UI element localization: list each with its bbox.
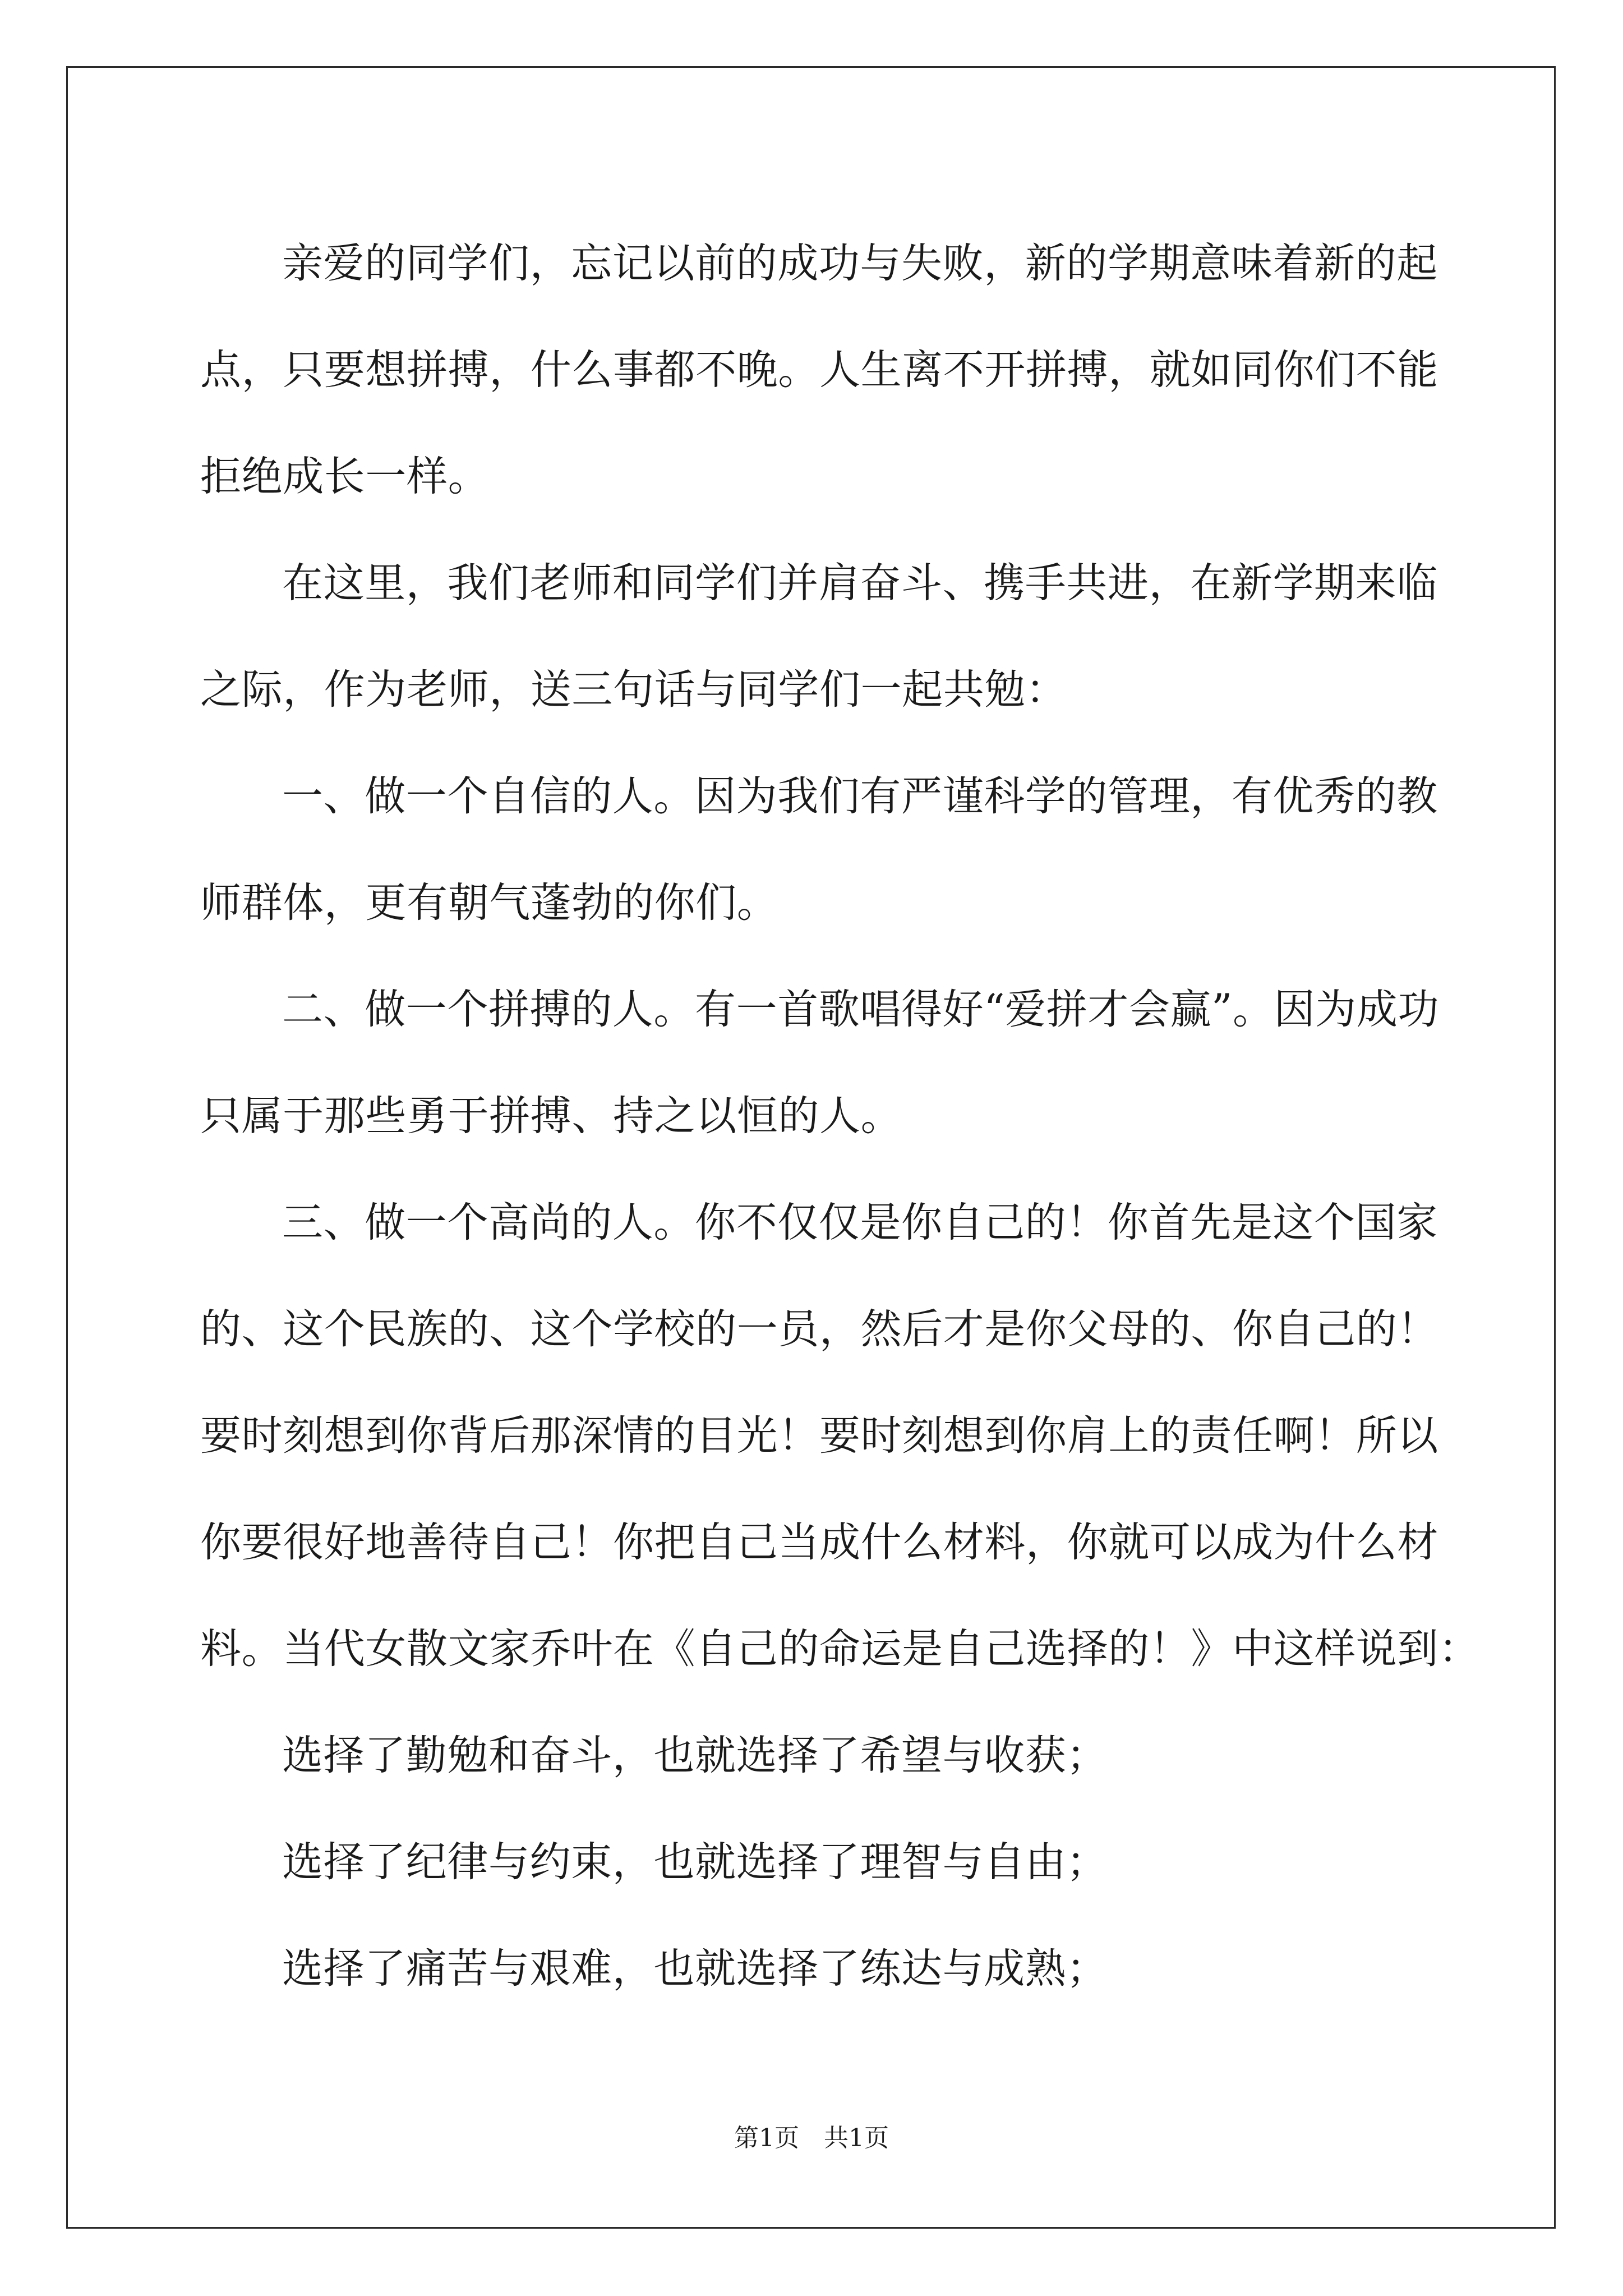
paragraph-line: 选择了纪律与约束，也就选择了理智与自由； [282,1838,1108,1886]
paragraph-line: 要时刻想到你背后那深情的目光！要时刻想到你肩上的责任啊！所以 [200,1412,1438,1460]
document-body [200,210,1480,2022]
paragraph-line: 一、做一个自信的人。因为我们有严谨科学的管理，有优秀的教 [282,772,1438,820]
paragraph-line: 的、这个民族的、这个学校的一员，然后才是你父母的、你自己的！ [200,1305,1438,1353]
paragraph-line: 选择了勤勉和奋斗，也就选择了希望与收获； [282,1732,1108,1779]
paragraph-line: 只属于那些勇于拼搏、持之以恒的人。 [200,1092,902,1140]
paragraph-line: 拒绝成长一样。 [200,453,490,500]
paragraph-line: 二、做一个拼搏的人。有一首歌唱得好“爱拼才会赢”。因为成功 [282,986,1440,1033]
paragraph-line: 三、做一个高尚的人。你不仅仅是你自己的！你首先是这个国家 [282,1199,1438,1246]
page-number-footer: 第1页 共1页 [734,2124,889,2152]
paragraph-line: 你要很好地善待自己！你把自己当成什么材料，你就可以成为什么材 [200,1519,1438,1566]
paragraph-line: 点，只要想拼搏，什么事都不晚。人生离不开拼搏，就如同你们不能 [200,346,1438,394]
paragraph-line: 师群体，更有朝气蓬勃的你们。 [200,879,778,927]
paragraph-line: 之际，作为老师，送三句话与同学们一起共勉： [200,666,1067,714]
paragraph-line: 选择了痛苦与艰难，也就选择了练达与成熟； [282,1945,1108,1993]
paragraph-line: 料。当代女散文家乔叶在《自己的命运是自己选择的！》中这样说到： [200,1625,1480,1673]
paragraph-line: 在这里，我们老师和同学们并肩奋斗、携手共进，在新学期来临 [282,559,1438,607]
paragraph-line: 亲爱的同学们，忘记以前的成功与失败，新的学期意味着新的起 [282,240,1438,287]
